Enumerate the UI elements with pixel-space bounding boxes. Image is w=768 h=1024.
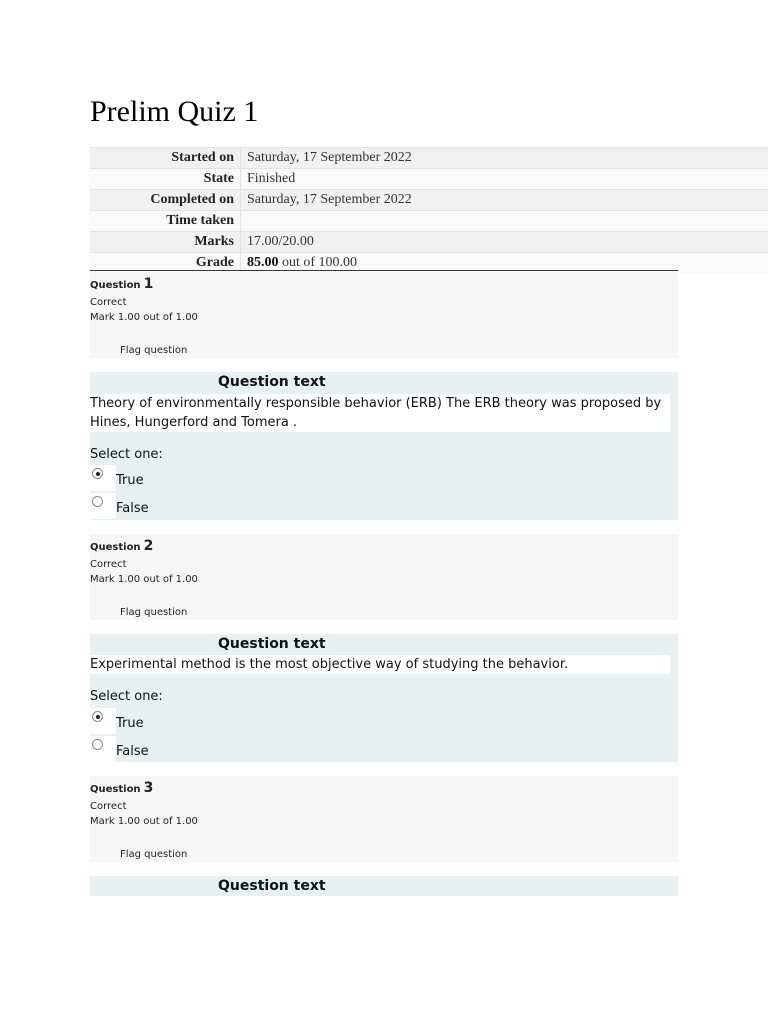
grade-score: 85.00 [247, 255, 279, 271]
select-one-prompt: Select one: [90, 447, 163, 462]
question-text: Experimental method is the most objective way of studying the behavior. [90, 655, 670, 674]
summary-value: Saturday, 17 September 2022 [241, 148, 768, 169]
summary-row-time-taken [90, 211, 768, 232]
question-text-heading: Question text [218, 636, 326, 652]
radio-button-selected[interactable] [92, 468, 103, 479]
summary-row-started-on [90, 148, 768, 169]
question-number: Question 1 [90, 276, 154, 292]
question-grade: Mark 1.00 out of 1.00 [90, 312, 198, 323]
summary-value [241, 211, 768, 232]
radio-button-selected[interactable] [92, 711, 103, 722]
answer-option-label: False [116, 744, 149, 759]
summary-label: Marks [90, 232, 241, 253]
flag-question-link[interactable]: Flag question [120, 849, 188, 860]
flag-question-link[interactable]: Flag question [120, 345, 188, 356]
summary-value: Finished [241, 169, 768, 190]
summary-value: Saturday, 17 September 2022 [241, 190, 768, 211]
question-grade: Mark 1.00 out of 1.00 [90, 574, 198, 585]
summary-row-marks [90, 232, 768, 253]
question-3-content [90, 876, 678, 896]
flag-question-link[interactable]: Flag question [120, 607, 188, 618]
question-1-info [90, 272, 678, 358]
answer-option-label: True [116, 716, 144, 731]
summary-label: State [90, 169, 241, 190]
answer-option-label: False [116, 501, 149, 516]
summary-label: Time taken [90, 211, 241, 232]
question-state: Correct [90, 801, 127, 812]
question-2-info [90, 534, 678, 620]
question-grade: Mark 1.00 out of 1.00 [90, 816, 198, 827]
question-text-heading: Question text [218, 374, 326, 390]
question-number: Question 2 [90, 538, 154, 554]
answer-option-label: True [116, 473, 144, 488]
summary-value: 17.00/20.00 [241, 232, 768, 253]
grade-out-of: out of 100.00 [278, 255, 358, 271]
question-number: Question 3 [90, 780, 154, 796]
radio-button[interactable] [92, 739, 103, 750]
summary-row-state [90, 169, 768, 190]
question-2-content [90, 634, 678, 762]
summary-label: Started on [90, 148, 241, 169]
question-state: Correct [90, 559, 127, 570]
question-3-info [90, 776, 678, 862]
summary-label: Completed on [90, 190, 241, 211]
question-text-heading: Question text [218, 878, 326, 894]
question-state: Correct [90, 297, 127, 308]
question-text: Theory of environmentally responsible behavior (ERB) The ERB theory was proposed by Hines, Hungerford and Tomera . [90, 394, 670, 432]
attempt-summary-table [90, 147, 768, 274]
summary-divider [90, 270, 678, 271]
page-title: Prelim Quiz 1 [90, 95, 259, 128]
summary-row-completed-on [90, 190, 768, 211]
select-one-prompt: Select one: [90, 689, 163, 704]
summary-label: Grade [90, 253, 241, 274]
question-1-content [90, 372, 678, 520]
radio-button[interactable] [92, 496, 103, 507]
